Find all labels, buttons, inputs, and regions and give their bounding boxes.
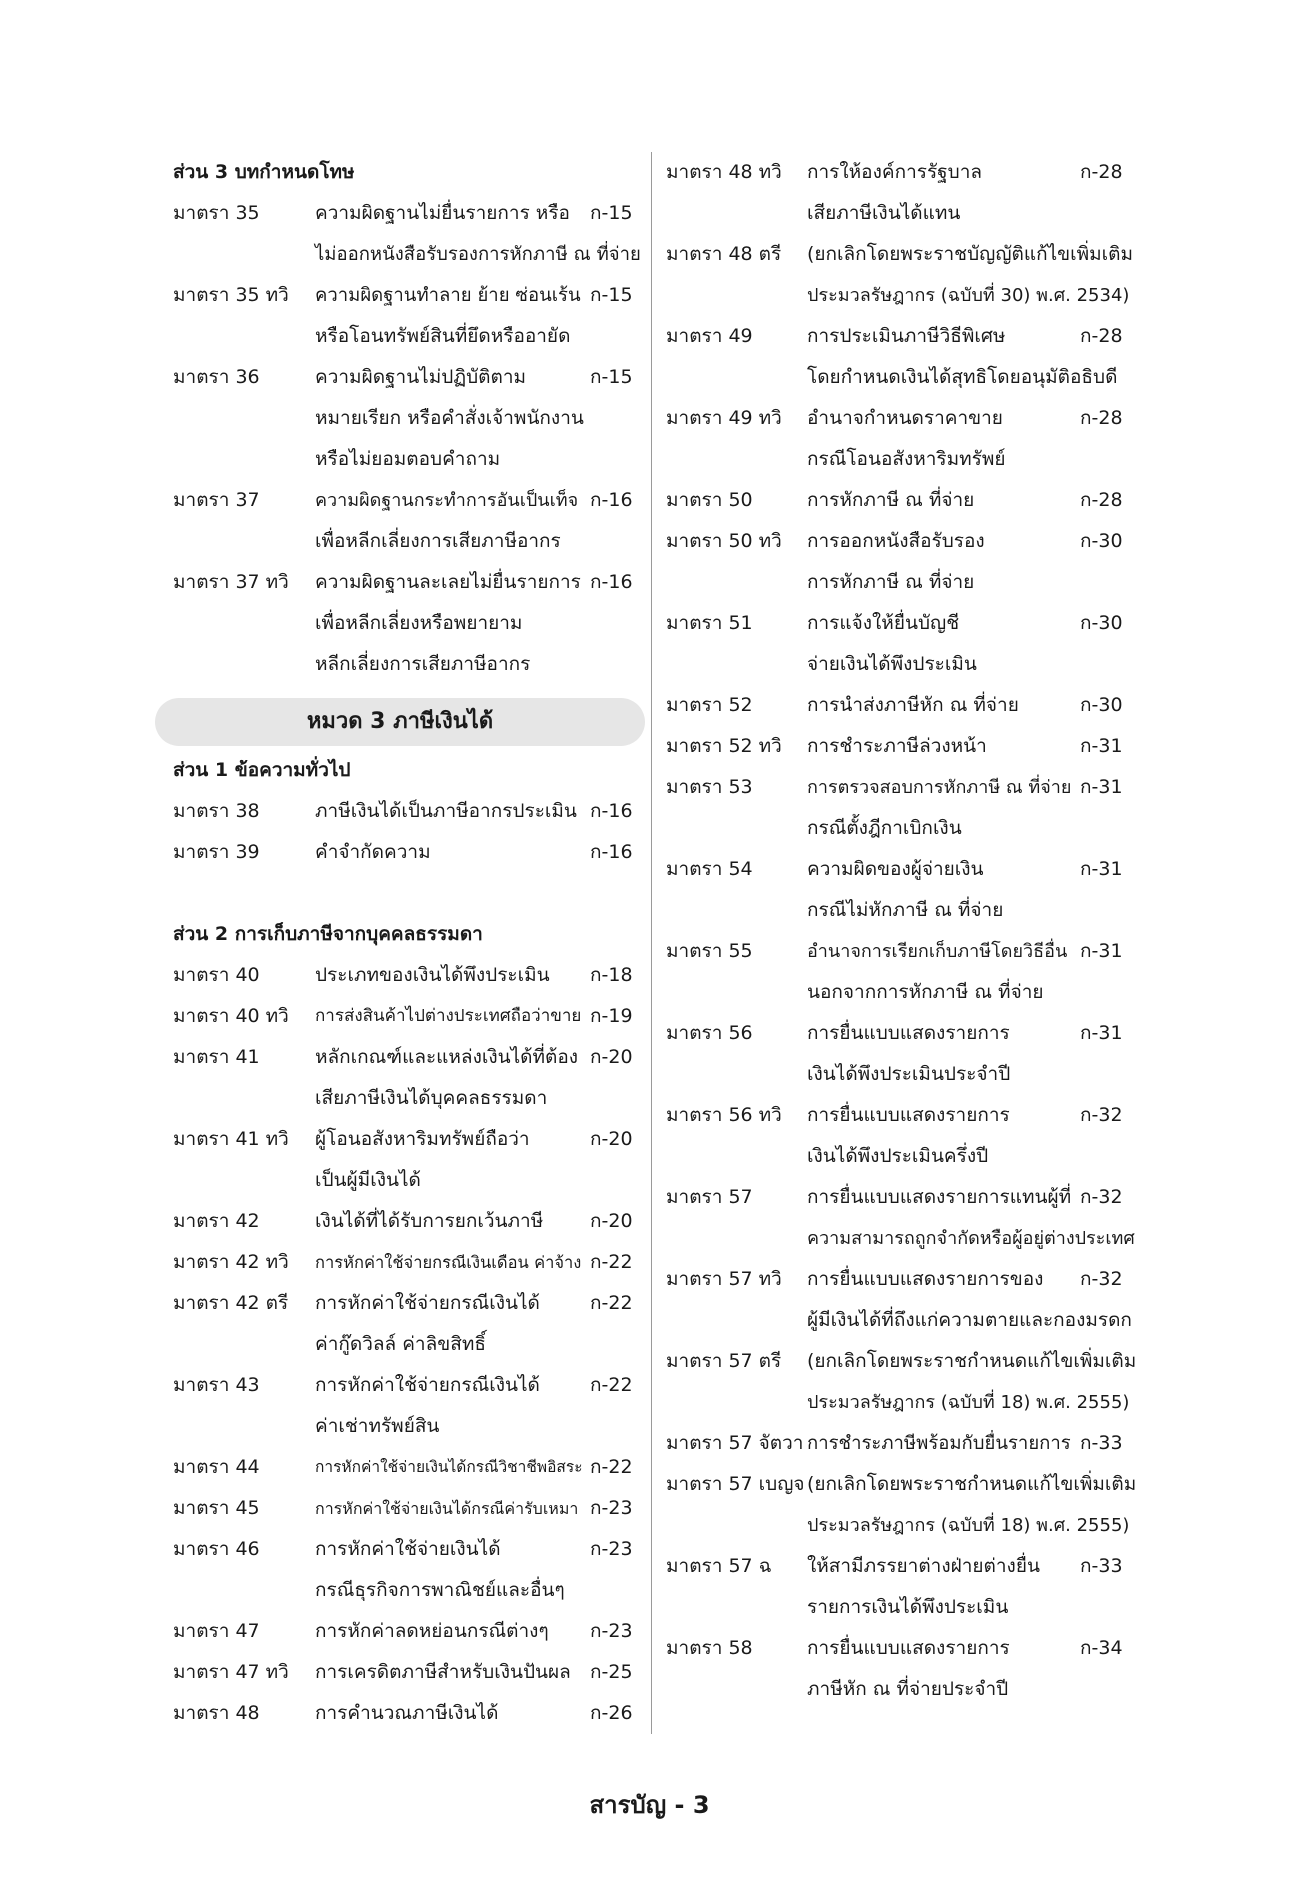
toc-entry (173, 832, 643, 873)
entry-title: ให้สามีภรรยาต่างฝ่ายต่างยื่น (807, 1555, 1040, 1577)
toc-entry (666, 480, 1142, 521)
page-number: ก-15 (590, 202, 633, 224)
toc-entry (173, 1283, 643, 1324)
toc-entry (666, 849, 1142, 890)
section-number: มาตรา 57 เบญจ (666, 1473, 805, 1495)
section-number: มาตรา 51 (666, 612, 753, 634)
page-number: ก-22 (590, 1374, 633, 1396)
page-number: ก-18 (590, 964, 633, 986)
entry-title: ภาษีเงินได้เป็นภาษีอากรประเมิน (315, 800, 577, 822)
toc-entry (173, 1529, 643, 1570)
section-number: มาตรา 50 ทวิ (666, 530, 782, 552)
page-number: ก-20 (590, 1210, 633, 1232)
section-number: มาตรา 35 ทวิ (173, 284, 289, 306)
entry-title: เงินได้พึงประเมินประจำปี (807, 1063, 1011, 1085)
entry-title: ไม่ออกหนังสือรับรองการหักภาษี ณ ที่จ่าย (315, 244, 641, 265)
section-number: มาตรา 55 (666, 940, 753, 962)
section-number: มาตรา 57 ฉ (666, 1555, 772, 1577)
toc-entry (666, 1669, 1142, 1710)
entry-title: ค่ากู๊ดวิลล์ ค่าลิขสิทธิ์ (315, 1333, 486, 1355)
section-number: มาตรา 56 (666, 1022, 753, 1044)
toc-entry (173, 398, 643, 439)
toc-entry (666, 726, 1142, 767)
toc-entry (173, 603, 643, 644)
page-number: ก-32 (1080, 1268, 1123, 1290)
entry-title: การยื่นแบบแสดงรายการของ (807, 1268, 1044, 1290)
toc-entry (173, 1078, 643, 1119)
entry-title: การหักค่าใช้จ่ายกรณีเงินเดือน ค่าจ้าง (315, 1253, 582, 1272)
toc-entry (173, 791, 643, 832)
entry-title: กรณีธุรกิจการพาณิชย์และอื่นๆ (315, 1579, 565, 1601)
page-footer: สารบัญ - 3 (589, 1791, 710, 1819)
entry-title: การยื่นแบบแสดงรายการ (807, 1022, 1010, 1044)
section-number: มาตรา 40 (173, 964, 260, 986)
entry-title: การตรวจสอบการหักภาษี ณ ที่จ่าย (807, 777, 1072, 798)
toc-entry (666, 767, 1142, 808)
page-number: ก-30 (1080, 612, 1123, 634)
toc-entry (666, 972, 1142, 1013)
entry-title: การเครดิตภาษีสำหรับเงินปันผล (315, 1661, 571, 1683)
toc-entry (173, 521, 643, 562)
entry-title: ประมวลรัษฎากร (ฉบับที่ 18) พ.ศ. 2555) (807, 1392, 1130, 1413)
toc-entry (173, 1242, 643, 1283)
page-number: ก-25 (590, 1661, 633, 1683)
toc-entry (666, 1423, 1142, 1464)
page-number: ก-28 (1080, 489, 1123, 511)
toc-entry (666, 521, 1142, 562)
toc-left-column (173, 152, 643, 1734)
page-number: ก-32 (1080, 1104, 1123, 1126)
section-number: มาตรา 52 (666, 694, 753, 716)
page-number: ก-16 (590, 489, 633, 511)
page-number: ก-31 (1080, 940, 1123, 962)
page-number: ก-23 (590, 1538, 633, 1560)
spacer (173, 873, 643, 914)
page-number: ก-22 (590, 1456, 633, 1478)
entry-title: เงินได้ที่ได้รับการยกเว้นภาษี (315, 1210, 544, 1232)
page-number: ก-16 (590, 571, 633, 593)
entry-title: หรือไม่ยอมตอบคำถาม (315, 448, 501, 470)
entry-title: (ยกเลิกโดยพระราชกำหนดแก้ไขเพิ่มเติม (807, 1473, 1137, 1495)
entry-title: การยื่นแบบแสดงรายการ (807, 1637, 1010, 1659)
entry-title: กรณีไม่หักภาษี ณ ที่จ่าย (807, 899, 1004, 921)
toc-entry (666, 1341, 1142, 1382)
entry-title: คำจำกัดความ (315, 841, 431, 863)
entry-title: การออกหนังสือรับรอง (807, 530, 985, 552)
entry-title: อำนาจการเรียกเก็บภาษีโดยวิธีอื่น (807, 941, 1068, 962)
toc-entry (173, 1324, 643, 1365)
entry-title: การหักค่าใช้จ่ายเงินได้กรณีค่ารับเหมา (315, 1499, 579, 1518)
page-number: ก-28 (1080, 407, 1123, 429)
toc-entry (173, 1406, 643, 1447)
entry-title: ผู้มีเงินได้ที่ถึงแก่ความตายและกองมรดก (807, 1309, 1132, 1331)
entry-title: หลีกเลี่ยงการเสียภาษีอากร (315, 653, 531, 675)
page-number: ก-34 (1080, 1637, 1123, 1659)
entry-title: กรณีตั้งฎีกาเบิกเงิน (807, 817, 962, 839)
entry-title: ความผิดฐานไม่ปฏิบัติตาม (315, 366, 527, 388)
section-number: มาตรา 42 ตรี (173, 1292, 289, 1314)
page-number: ก-22 (590, 1292, 633, 1314)
page-number: ก-20 (590, 1046, 633, 1068)
page-number: ก-23 (590, 1620, 633, 1642)
toc-entry (173, 955, 643, 996)
toc-entry (173, 316, 643, 357)
entry-title: (ยกเลิกโดยพระราชกำหนดแก้ไขเพิ่มเติม (807, 1350, 1137, 1372)
section-number: มาตรา 41 (173, 1046, 260, 1068)
toc-entry (666, 1300, 1142, 1341)
section-number: มาตรา 43 (173, 1374, 260, 1396)
toc-entry (666, 1218, 1142, 1259)
page-number: ก-23 (590, 1497, 633, 1519)
page-number: ก-16 (590, 841, 633, 863)
toc-entry (666, 931, 1142, 972)
toc-entry (173, 1570, 643, 1611)
entry-title: โดยกำหนดเงินได้สุทธิโดยอนุมัติอธิบดี (807, 366, 1118, 388)
section-number: มาตรา 37 ทวิ (173, 571, 289, 593)
section-number: มาตรา 57 ทวิ (666, 1268, 782, 1290)
page-number: ก-33 (1080, 1555, 1123, 1577)
entry-title: นอกจากการหักภาษี ณ ที่จ่าย (807, 981, 1044, 1003)
entry-title: การหักค่าใช้จ่ายกรณีเงินได้ (315, 1292, 540, 1314)
entry-title: หมายเรียก หรือคำสั่งเจ้าพนักงาน (315, 407, 584, 429)
entry-title: ค่าเช่าทรัพย์สิน (315, 1415, 440, 1437)
page-number: ก-30 (1080, 694, 1123, 716)
section-number: มาตรา 42 ทวิ (173, 1251, 289, 1273)
section-number: มาตรา 38 (173, 800, 260, 822)
entry-title: การชำระภาษีล่วงหน้า (807, 735, 987, 757)
section-number: มาตรา 47 ทวิ (173, 1661, 289, 1683)
page-number: ก-31 (1080, 1022, 1123, 1044)
entry-title: การแจ้งให้ยื่นบัญชี (807, 612, 960, 634)
section-heading: ส่วน 1 ข้อความทั่วไป (173, 759, 351, 781)
toc-entry (173, 1365, 643, 1406)
toc-entry (173, 234, 643, 275)
toc-entry (666, 152, 1142, 193)
entry-title: รายการเงินได้พึงประเมิน (807, 1596, 1009, 1618)
section-number: มาตรา 40 ทวิ (173, 1005, 289, 1027)
toc-entry (173, 357, 643, 398)
page-number: ก-16 (590, 800, 633, 822)
entry-title: ความผิดฐานกระทำการอันเป็นเท็จ (315, 490, 579, 511)
section-number: มาตรา 48 (173, 1702, 260, 1724)
entry-title: เสียภาษีเงินได้แทน (807, 202, 961, 224)
toc-entry (173, 1693, 643, 1734)
section-number: มาตรา 57 จัตวา (666, 1432, 804, 1454)
section-number: มาตรา 49 ทวิ (666, 407, 782, 429)
toc-entry (666, 398, 1142, 439)
section-number: มาตรา 57 ตรี (666, 1350, 782, 1372)
entry-title: ความผิดของผู้จ่ายเงิน (807, 858, 984, 880)
entry-title: (ยกเลิกโดยพระราชบัญญัติแก้ไขเพิ่มเติม (807, 243, 1134, 265)
section-number: มาตรา 54 (666, 858, 753, 880)
toc-entry (666, 1628, 1142, 1669)
entry-title: จ่ายเงินได้พึงประเมิน (807, 653, 977, 675)
entry-title: เพื่อหลีกเลี่ยงหรือพยายาม (315, 612, 523, 634)
section-number: มาตรา 36 (173, 366, 260, 388)
toc-entry (173, 1447, 643, 1488)
entry-title: ความผิดฐานละเลยไม่ยื่นรายการ (315, 571, 581, 593)
toc-entry (173, 1119, 643, 1160)
toc-entry (173, 193, 643, 234)
section-number: มาตรา 41 ทวิ (173, 1128, 289, 1150)
section-number: มาตรา 56 ทวิ (666, 1104, 782, 1126)
toc-entry (666, 890, 1142, 931)
entry-title: การให้องค์การรัฐบาล (807, 161, 983, 183)
entry-title: ภาษีหัก ณ ที่จ่ายประจำปี (807, 1678, 1009, 1700)
toc-entry (666, 275, 1142, 316)
toc-entry (666, 808, 1142, 849)
toc-entry (666, 603, 1142, 644)
section-number: มาตรา 44 (173, 1456, 260, 1478)
entry-title: ผู้โอนอสังหาริมทรัพย์ถือว่า (315, 1128, 530, 1150)
toc-entry (173, 1160, 643, 1201)
section-number: มาตรา 50 (666, 489, 753, 511)
entry-title: การคำนวณภาษีเงินได้ (315, 1702, 499, 1724)
entry-title: การนำส่งภาษีหัก ณ ที่จ่าย (807, 694, 1019, 716)
toc-entry (666, 1177, 1142, 1218)
entry-title: หลักเกณฑ์และแหล่งเงินได้ที่ต้อง (315, 1046, 579, 1068)
entry-title: อำนาจกำหนดราคาขาย (807, 407, 1003, 429)
toc-entry (173, 1652, 643, 1693)
entry-title: ความผิดฐานทำลาย ย้าย ซ่อนเร้น (315, 285, 581, 306)
toc-entry (173, 275, 643, 316)
page-number: ก-26 (590, 1702, 633, 1724)
section-number: มาตรา 48 ตรี (666, 243, 782, 265)
page-number: ก-31 (1080, 735, 1123, 757)
toc-entry (666, 1382, 1142, 1423)
toc-entry (666, 1013, 1142, 1054)
page-number: ก-15 (590, 366, 633, 388)
toc-entry (666, 1136, 1142, 1177)
toc-entry (173, 1037, 643, 1078)
toc-entry (666, 1259, 1142, 1300)
toc-entry (173, 480, 643, 521)
entry-title: การชำระภาษีพร้อมกับยื่นรายการ (807, 1433, 1071, 1454)
toc-entry (173, 562, 643, 603)
page-number: ก-28 (1080, 325, 1123, 347)
section-number: มาตรา 42 (173, 1210, 260, 1232)
toc-entry (173, 1611, 643, 1652)
entry-title: เป็นผู้มีเงินได้ (315, 1169, 421, 1191)
section-number: มาตรา 37 (173, 489, 260, 511)
section-number: มาตรา 49 (666, 325, 753, 347)
toc-entry (666, 357, 1142, 398)
entry-title: กรณีโอนอสังหาริมทรัพย์ (807, 448, 1006, 470)
page-number: ก-31 (1080, 858, 1123, 880)
section-number: มาตรา 52 ทวิ (666, 735, 782, 757)
toc-entry (666, 1054, 1142, 1095)
page-number: ก-30 (1080, 530, 1123, 552)
entry-title: การหักค่าใช้จ่ายเงินได้กรณีวิชาชีพอิสระ (315, 1458, 583, 1476)
section-number: มาตรา 39 (173, 841, 260, 863)
page-number: ก-32 (1080, 1186, 1123, 1208)
entry-title: การหักค่าลดหย่อนกรณีต่างๆ (315, 1620, 549, 1642)
entry-title: ความผิดฐานไม่ยื่นรายการ หรือ (315, 202, 570, 224)
entry-title: การหักภาษี ณ ที่จ่าย (807, 489, 975, 511)
section-number: มาตรา 53 (666, 776, 753, 798)
page-number: ก-33 (1080, 1432, 1123, 1454)
toc-entry (666, 1587, 1142, 1628)
toc-entry (666, 1464, 1142, 1505)
entry-title: การประเมินภาษีวิธีพิเศษ (807, 325, 1006, 347)
section-number: มาตรา 35 (173, 202, 260, 224)
section-number: มาตรา 46 (173, 1538, 260, 1560)
page-number: ก-22 (590, 1251, 633, 1273)
page-number: ก-20 (590, 1128, 633, 1150)
chapter-banner: หมวด 3 ภาษีเงินได้ (155, 698, 645, 746)
section-number: มาตรา 57 (666, 1186, 753, 1208)
section-number: มาตรา 45 (173, 1497, 260, 1519)
page-number: ก-15 (590, 284, 633, 306)
entry-title: การหักค่าใช้จ่ายเงินได้ (315, 1538, 501, 1560)
entry-title: การหักภาษี ณ ที่จ่าย (807, 571, 975, 593)
entry-title: การหักค่าใช้จ่ายกรณีเงินได้ (315, 1374, 540, 1396)
section-number: มาตรา 58 (666, 1637, 753, 1659)
toc-entry (666, 1505, 1142, 1546)
entry-title: หรือโอนทรัพย์สินที่ยึดหรืออายัด (315, 325, 571, 347)
toc-entry (666, 1095, 1142, 1136)
toc-entry (666, 562, 1142, 603)
section-heading: ส่วน 3 บทกำหนดโทษ (173, 161, 355, 183)
entry-title: ประเภทของเงินได้พึงประเมิน (315, 964, 550, 986)
toc-entry (666, 234, 1142, 275)
entry-title: การยื่นแบบแสดงรายการแทนผู้ที่ (807, 1186, 1072, 1208)
entry-title: การส่งสินค้าไปต่างประเทศถือว่าขาย (315, 1006, 582, 1026)
column-divider (651, 152, 652, 1734)
toc-entry (173, 1488, 643, 1529)
toc-entry (666, 316, 1142, 357)
section-heading: ส่วน 2 การเก็บภาษีจากบุคคลธรรมดา (173, 923, 483, 945)
section-number: มาตรา 48 ทวิ (666, 161, 782, 183)
entry-title: ประมวลรัษฎากร (ฉบับที่ 30) พ.ศ. 2534) (807, 285, 1130, 306)
toc-entry (173, 1201, 643, 1242)
entry-title: เงินได้พึงประเมินครึ่งปี (807, 1145, 989, 1167)
entry-title: เพื่อหลีกเลี่ยงการเสียภาษีอากร (315, 530, 561, 552)
entry-title: ความสามารถถูกจำกัดหรือผู้อยู่ต่างประเทศ (807, 1228, 1135, 1249)
toc-entry (666, 439, 1142, 480)
toc-entry (666, 193, 1142, 234)
toc-entry (666, 1546, 1142, 1587)
entry-title: ประมวลรัษฎากร (ฉบับที่ 18) พ.ศ. 2555) (807, 1515, 1130, 1536)
entry-title: เสียภาษีเงินได้บุคคลธรรมดา (315, 1087, 548, 1109)
toc-entry (173, 996, 643, 1037)
page-number: ก-31 (1080, 776, 1123, 798)
page-number: ก-19 (590, 1005, 633, 1027)
entry-title: การยื่นแบบแสดงรายการ (807, 1104, 1010, 1126)
toc-entry (666, 685, 1142, 726)
toc-entry (666, 644, 1142, 685)
section-number: มาตรา 47 (173, 1620, 260, 1642)
page-number: ก-28 (1080, 161, 1123, 183)
toc-entry (173, 439, 643, 480)
toc-right-column (666, 152, 1142, 1710)
toc-entry (173, 644, 643, 685)
